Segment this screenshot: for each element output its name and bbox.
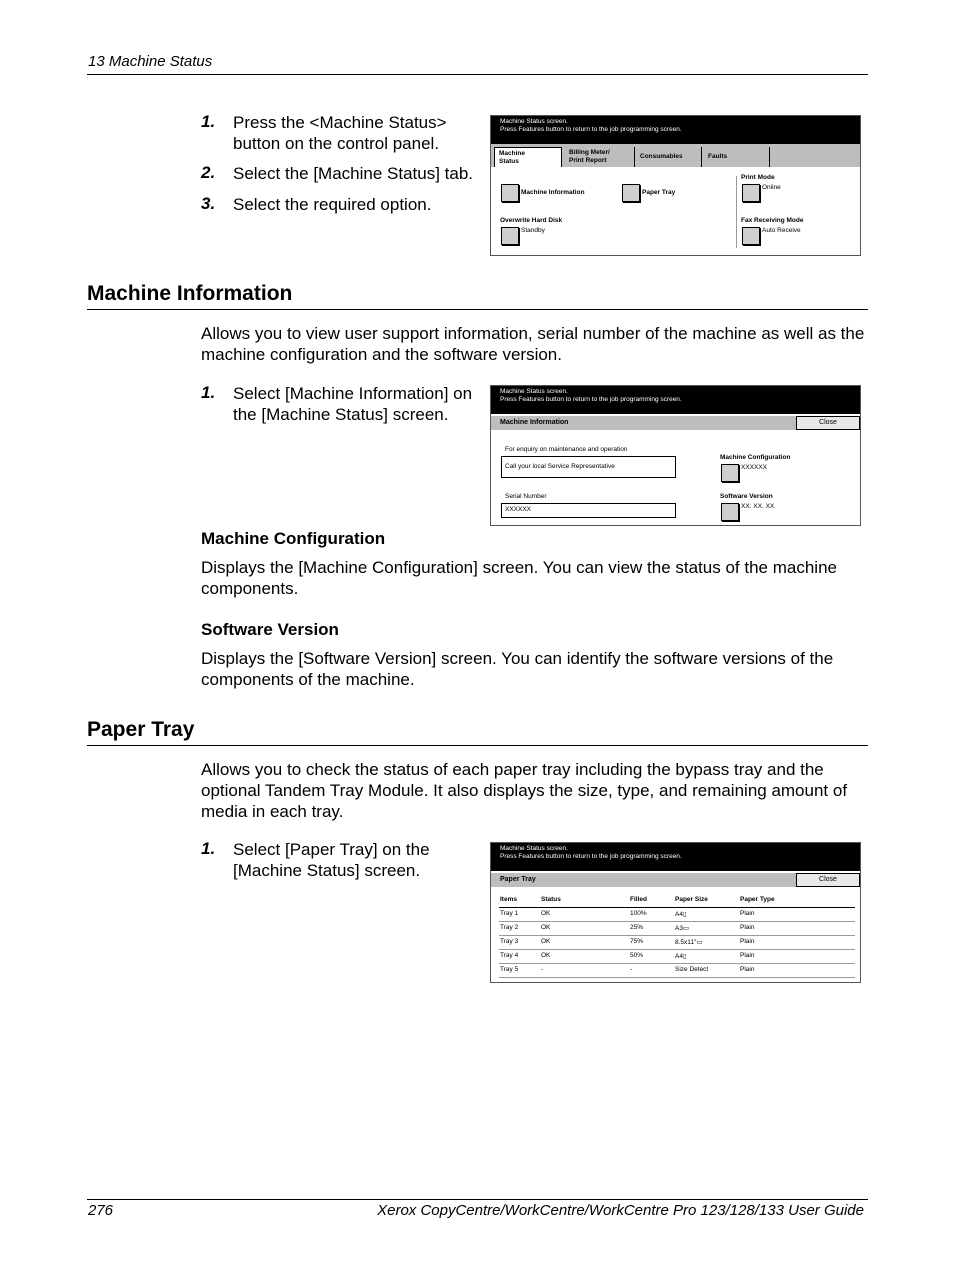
machine-status-screen	[490, 115, 861, 256]
table-cell: OK	[541, 910, 551, 917]
enquiry-label: For enquiry on maintenance and operation	[505, 446, 628, 453]
message-line: Press Features button to return to the job programming screen.	[500, 396, 682, 403]
step-text: Select the [Machine Status] tab.	[233, 164, 474, 183]
table-cell: Tray 2	[500, 924, 519, 931]
header-rule	[87, 74, 868, 75]
table-row	[499, 921, 855, 936]
table-cell: Plain	[740, 938, 755, 945]
tab-label: Consumables	[640, 153, 683, 160]
software-version-button[interactable]	[721, 503, 739, 521]
machine-configuration-text: Displays the [Machine Configuration] screen. You can view the status of the machine components.	[201, 558, 837, 598]
screen-title: Machine Information	[500, 419, 569, 426]
column-header: Filled	[630, 896, 647, 903]
print-mode-label: Print Mode	[741, 174, 775, 181]
step-number: 1.	[201, 112, 216, 131]
screen-message	[491, 843, 860, 871]
tab-label: Billing Meter/	[569, 149, 610, 156]
page-number: 276	[88, 1202, 114, 1219]
table-cell: Size Detect	[675, 966, 709, 973]
machine-configuration-label: Machine Configuration	[720, 454, 791, 461]
table-cell: 8.5x11"▭	[675, 939, 703, 946]
paper-tray-button[interactable]	[622, 184, 640, 202]
table-row	[499, 907, 855, 922]
software-version-value: XX. XX. XX	[741, 503, 775, 510]
screen-message	[491, 116, 860, 144]
enquiry-field: Call your local Service Representative	[501, 456, 676, 478]
table-cell: OK	[541, 924, 551, 931]
fax-receiving-mode-label: Fax Receiving Mode	[741, 217, 804, 224]
table-cell: Plain	[740, 966, 755, 973]
machine-configuration-button[interactable]	[721, 464, 739, 482]
guide-title: Xerox CopyCentre/WorkCentre/WorkCentre Pro 123/128/133 User Guide	[377, 1202, 864, 1219]
serial-number-field: XXXXXX	[501, 503, 676, 518]
overwrite-hard-disk-button[interactable]	[501, 227, 519, 245]
section-rule	[87, 309, 868, 310]
table-cell: Tray 1	[500, 910, 519, 917]
column-header: Paper Type	[740, 896, 775, 903]
serial-number-label: Serial Number	[505, 493, 547, 500]
tab-consumables[interactable]	[636, 147, 702, 167]
running-header: 13 Machine Status	[88, 53, 213, 70]
table-cell: 100%	[630, 910, 647, 917]
section-heading-machine-information: Machine Information	[87, 282, 293, 305]
subheading-machine-configuration: Machine Configuration	[201, 529, 386, 548]
table-cell: Tray 4	[500, 952, 519, 959]
overwrite-hard-disk-label: Overwrite Hard Disk	[500, 217, 563, 224]
step-text: Select [Paper Tray] on the [Machine Status] screen.	[233, 840, 430, 880]
close-button[interactable]: Close	[796, 416, 860, 430]
table-cell: -	[541, 966, 544, 973]
table-cell: OK	[541, 952, 551, 959]
fax-receiving-mode-value: Auto Receive	[762, 227, 801, 234]
step-text: Press the <Machine Status> button on the control panel.	[233, 113, 447, 153]
column-header: Status	[541, 896, 561, 903]
step-number: 1.	[201, 383, 216, 402]
step-number: 2.	[201, 163, 216, 182]
step-number: 1.	[201, 839, 216, 858]
tab-label: Print Report	[569, 157, 607, 164]
table-cell: 75%	[630, 938, 644, 945]
table-cell: A4▯	[675, 911, 687, 918]
table-cell: A4▯	[675, 953, 687, 960]
divider	[736, 176, 737, 248]
screen-title-bar	[491, 416, 860, 430]
tab-machine-status[interactable]	[494, 147, 562, 167]
table-row	[499, 935, 855, 950]
section-rule	[87, 745, 868, 746]
machine-information-screen	[490, 385, 861, 526]
overwrite-hard-disk-value: Standby	[521, 227, 545, 234]
table-cell: Tray 5	[500, 966, 519, 973]
paper-tray-description: Allows you to check the status of each paper tray including the bypass tray and the optional Tandem Tray Module. It also displays the size, type, and remaining amount of media in each tray.	[201, 760, 848, 821]
machine-configuration-value: XXXXXX	[741, 464, 768, 471]
message-line: Press Features button to return to the job programming screen.	[500, 126, 682, 133]
screen-title: Paper Tray	[500, 876, 536, 883]
table-cell: Plain	[740, 910, 755, 917]
machine-information-description: Allows you to view user support information, serial number of the machine as well as the machine configuration and the software version.	[201, 324, 865, 364]
table-row	[499, 949, 855, 964]
paper-tray-label: Paper Tray	[642, 189, 676, 196]
tab-billing-meter[interactable]	[565, 147, 635, 167]
table-cell: A3▭	[675, 925, 690, 932]
machine-information-button[interactable]	[501, 184, 519, 202]
step-text: Select [Machine Information] on the [Machine Status] screen.	[233, 384, 473, 424]
table-cell: 25%	[630, 924, 644, 931]
step-number: 3.	[201, 194, 216, 213]
tab-label: Status	[499, 158, 519, 165]
close-button[interactable]: Close	[796, 873, 860, 887]
software-version-text: Displays the [Software Version] screen. You can identify the software versions of the components of the machine.	[201, 649, 834, 689]
table-cell: -	[630, 966, 633, 973]
tab-label: Faults	[708, 153, 728, 160]
table-cell: Tray 3	[500, 938, 519, 945]
table-cell: OK	[541, 938, 551, 945]
section-heading-paper-tray: Paper Tray	[87, 718, 195, 741]
tab-bar	[491, 144, 860, 167]
paper-tray-screen	[490, 842, 861, 983]
fax-receiving-mode-button[interactable]	[742, 227, 760, 245]
screen-message	[491, 386, 860, 414]
tab-faults[interactable]	[704, 147, 770, 167]
table-cell: 50%	[630, 952, 644, 959]
subheading-software-version: Software Version	[201, 620, 339, 639]
print-mode-button[interactable]	[742, 184, 760, 202]
table-header-row	[499, 893, 855, 908]
message-line: Press Features button to return to the job programming screen.	[500, 853, 682, 860]
print-mode-value: Online	[762, 184, 781, 191]
message-line: Machine Status screen.	[500, 845, 568, 852]
machine-information-label: Machine Information	[521, 189, 585, 196]
screen-title-bar	[491, 873, 860, 887]
column-header: Items	[500, 896, 517, 903]
column-header: Paper Size	[675, 896, 708, 903]
table-cell: Plain	[740, 952, 755, 959]
table-cell: Plain	[740, 924, 755, 931]
footer-rule	[87, 1199, 868, 1200]
message-line: Machine Status screen.	[500, 388, 568, 395]
table-row	[499, 963, 855, 978]
tab-label: Machine	[499, 150, 526, 157]
step-text: Select the required option.	[233, 195, 432, 214]
software-version-label: Software Version	[720, 493, 773, 500]
message-line: Machine Status screen.	[500, 118, 568, 125]
